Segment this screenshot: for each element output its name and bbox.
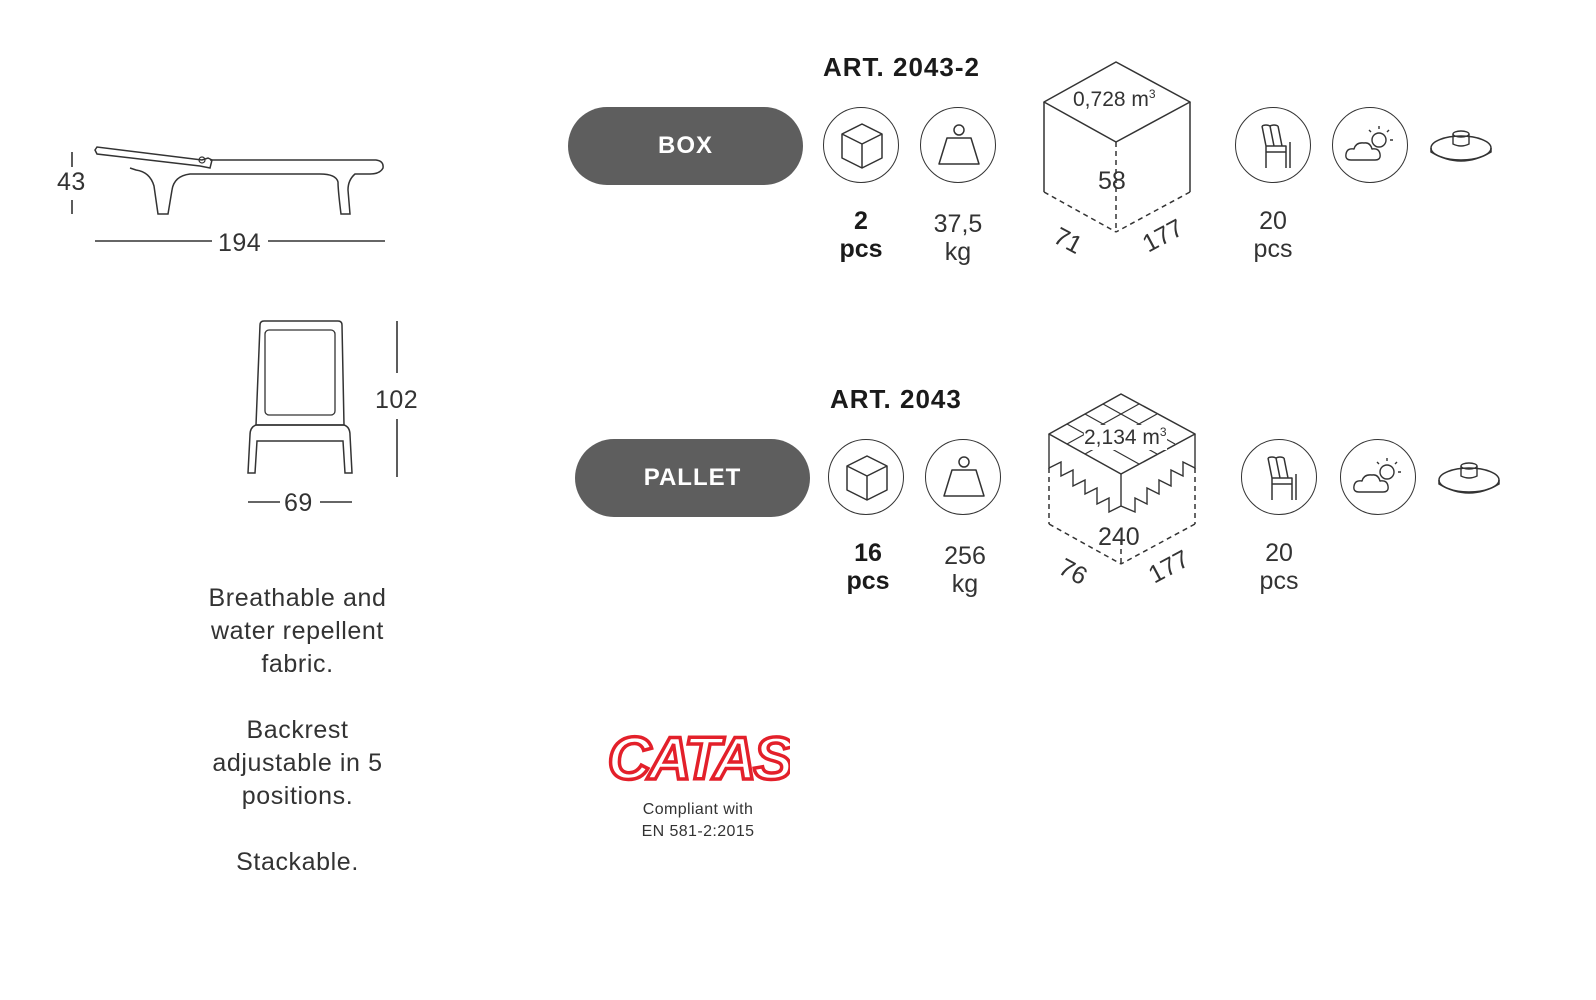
pallet-qty-unit: pcs: [846, 567, 890, 595]
foot-cap-icon: [1436, 452, 1502, 502]
pallet-weight-unit: kg: [951, 570, 979, 598]
description-line: water repellent: [211, 617, 384, 645]
box-depth-label: 71: [1049, 222, 1087, 260]
front-height-label: 102: [375, 386, 419, 414]
box-article-number: ART. 2043-2: [823, 52, 980, 82]
pallet-volume-label: [1084, 425, 1167, 450]
cube-icon: [829, 440, 905, 516]
box-stacking-icon: [1235, 107, 1311, 183]
description-line: fabric.: [261, 650, 334, 678]
box-foot-cap: [1428, 120, 1494, 175]
stacking-chairs-icon: [1236, 108, 1312, 184]
certification-line: EN 581-2:2015: [641, 823, 755, 840]
pallet-stacking-icon: [1241, 439, 1317, 515]
pallet-article-number: ART. 2043: [830, 384, 962, 414]
stacking-chairs-icon: [1242, 440, 1318, 516]
catas-logo-icon: [608, 725, 790, 789]
side-length-label: 194: [218, 229, 262, 257]
cube-icon: [824, 108, 900, 184]
pallet-volume-value: 2,134 m: [1084, 426, 1160, 449]
box-weight-unit: kg: [944, 238, 972, 266]
weight-icon: [926, 440, 1002, 516]
catas-logo-text: CATAS: [608, 725, 790, 789]
side-height-label: 43: [57, 168, 86, 196]
description-line: positions.: [241, 782, 354, 810]
lounger-front-icon: [230, 315, 430, 515]
front-view-drawing: [230, 315, 430, 515]
pallet-height-label: 240: [1098, 523, 1140, 551]
description-line: Backrest: [246, 716, 349, 744]
pallet-outdoor-icon: [1340, 439, 1416, 515]
pallet-quantity-icon: [828, 439, 904, 515]
box-height-label: 58: [1098, 167, 1126, 195]
pallet-width-label: 177: [1143, 544, 1194, 590]
foot-cap-icon: [1428, 120, 1494, 170]
box-weight-value: 37,5: [933, 210, 983, 238]
box-weight-icon: [920, 107, 996, 183]
front-width-label: 69: [284, 489, 313, 517]
pallet-label-pill: PALLET: [575, 439, 810, 517]
box-quantity-icon: [823, 107, 899, 183]
catas-logo: [608, 725, 790, 789]
certification-text: [598, 799, 798, 843]
description-line: Breathable and: [208, 584, 387, 612]
product-description: [150, 582, 445, 879]
box-width-label: 177: [1137, 213, 1188, 259]
box-stack-unit: pcs: [1253, 235, 1293, 263]
description-line: Stackable.: [236, 848, 359, 876]
box-volume-value: 0,728 m: [1073, 88, 1149, 111]
box-outdoor-icon: [1332, 107, 1408, 183]
pallet-stack-value: 20: [1265, 539, 1293, 567]
outdoor-weather-icon: [1341, 440, 1417, 516]
pallet-depth-label: 76: [1054, 553, 1092, 591]
pallet-foot-cap: [1436, 452, 1502, 507]
description-line: adjustable in 5: [212, 749, 383, 777]
box-stack-value: 20: [1259, 207, 1287, 235]
weight-icon: [921, 108, 997, 184]
pallet-qty-value: 16: [854, 539, 882, 567]
box-volume-sup: 3: [1148, 87, 1156, 101]
pallet-weight-icon: [925, 439, 1001, 515]
box-label-pill: BOX: [568, 107, 803, 185]
box-qty-value: 2: [854, 207, 868, 235]
pallet-stack-unit: pcs: [1259, 567, 1299, 595]
certification-line: Compliant with: [642, 801, 754, 818]
pallet-weight-value: 256: [944, 542, 986, 570]
box-volume-label: [1073, 87, 1156, 112]
outdoor-weather-icon: [1333, 108, 1409, 184]
pallet-volume-sup: 3: [1159, 425, 1167, 439]
box-qty-unit: pcs: [839, 235, 883, 263]
